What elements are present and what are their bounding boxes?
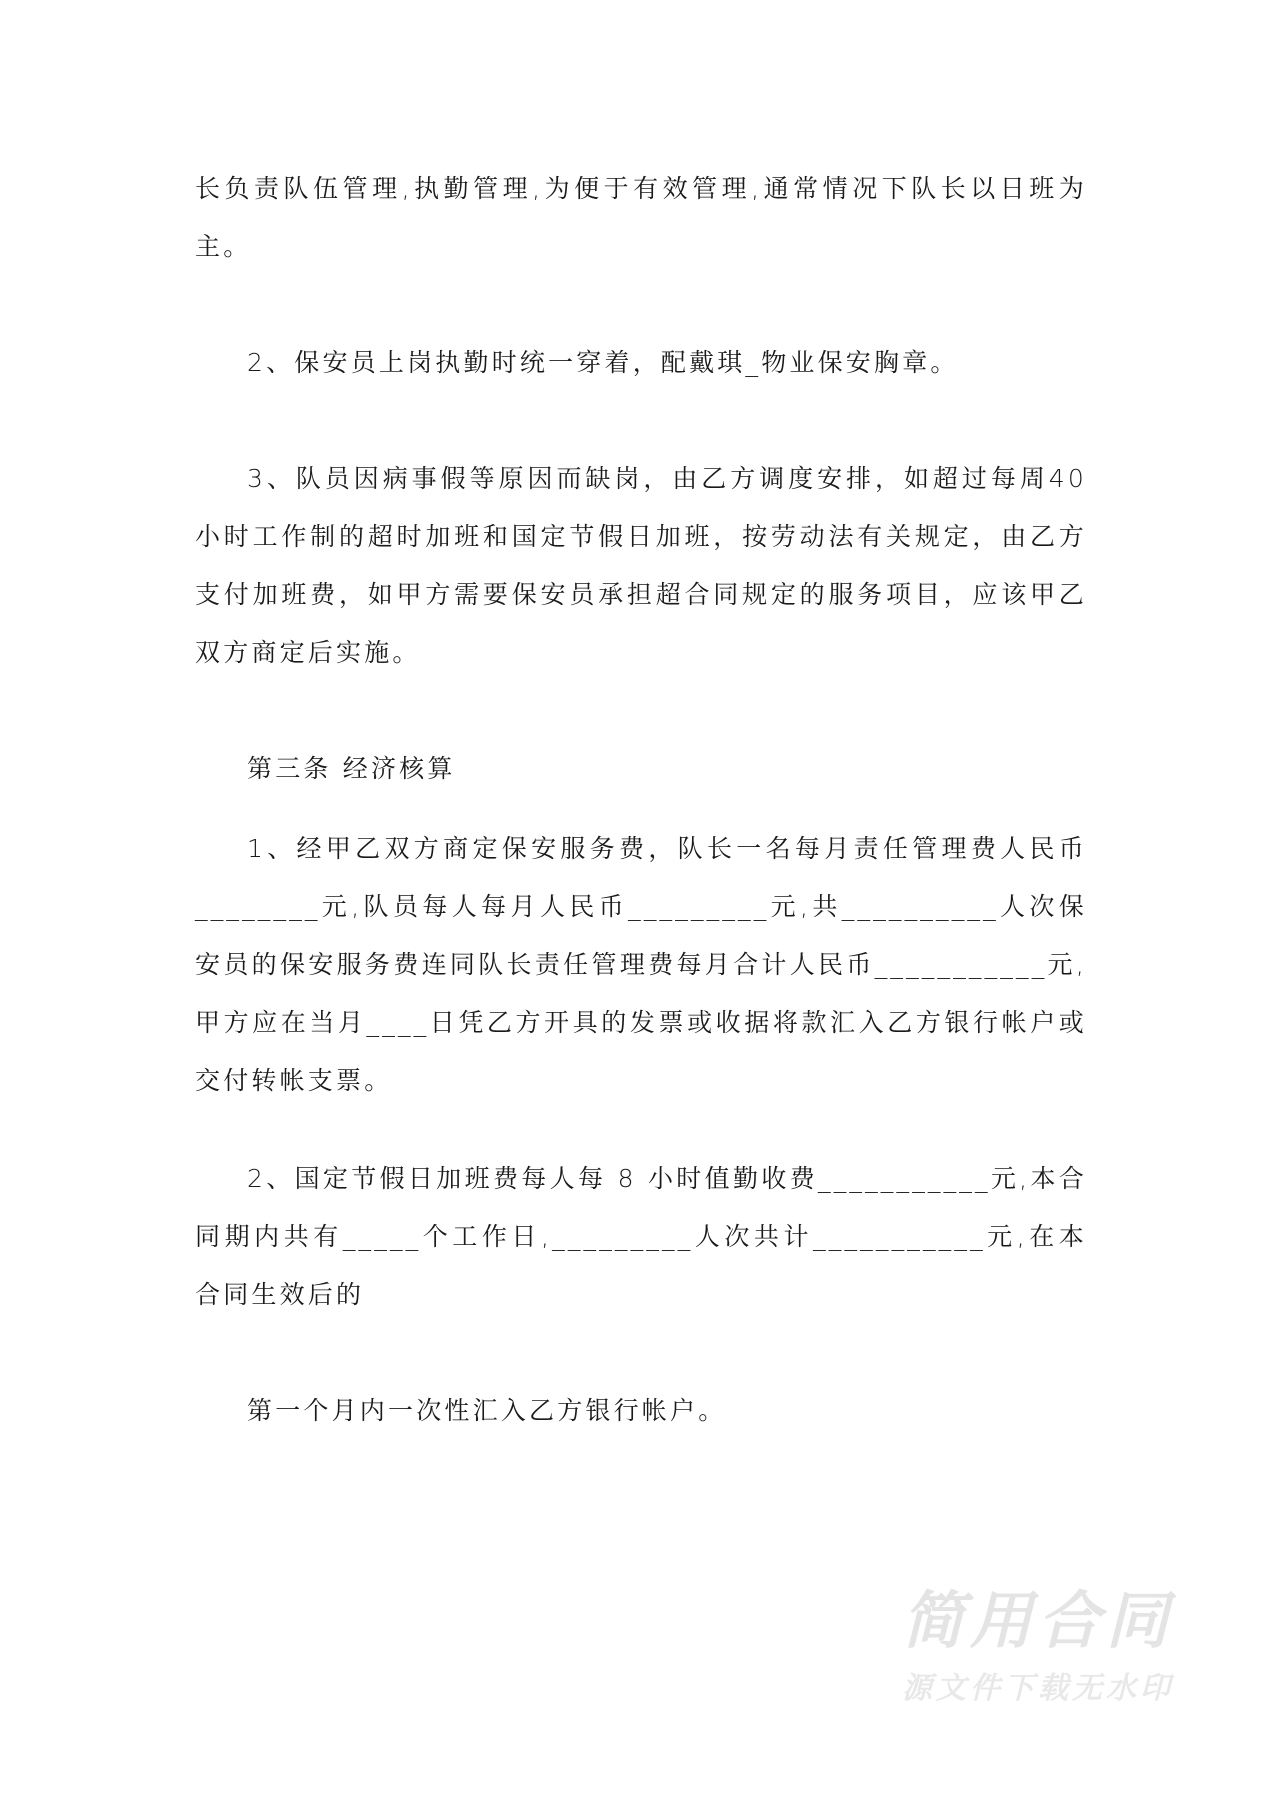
- article-3-heading: 第三条 经济核算: [247, 754, 456, 783]
- document-body: [195, 160, 1087, 1440]
- paragraph-payment-timing: 第一个月内一次性汇入乙方银行帐户。: [247, 1396, 727, 1425]
- paragraph-duty-continued: 长负责队伍管理,执勤管理,为便于有效管理,通常情况下队长以日班为主。: [195, 174, 1087, 261]
- watermark-title: 简用合同: [901, 1584, 1174, 1657]
- paragraph-holiday-fee: 2、国定节假日加班费每人每 8 小时值勤收费___________元,本合同期内共有_____个工作日,_________人次共计___________元,在本合同生效后的: [195, 1164, 1087, 1309]
- watermark: [888, 1585, 1188, 1711]
- paragraph-uniform: 2、保安员上岗执勤时统一穿着，配戴琪_物业保安胸章。: [247, 348, 959, 377]
- paragraph-service-fee: 1、经甲乙双方商定保安服务费，队长一名每月责任管理费人民币________元,队员每人每月人民币_________元,共__________人次保安员的保安服务费连同队长责任管理费每月合计人民币___________元,甲方应在当月____日凭乙方开具的发票或收据将款汇入乙方银行帐户或交付转帐支票。: [195, 834, 1087, 1095]
- paragraph-absence-overtime: 3、队员因病事假等原因而缺岗，由乙方调度安排，如超过每周40 小时工作制的超时加班和国定节假日加班，按劳动法有关规定，由乙方支付加班费，如甲方需要保安员承担超合同规定的服务项目，应该甲乙双方商定后实施。: [195, 464, 1087, 667]
- watermark-subtitle: 源文件下载无水印: [902, 1671, 1174, 1706]
